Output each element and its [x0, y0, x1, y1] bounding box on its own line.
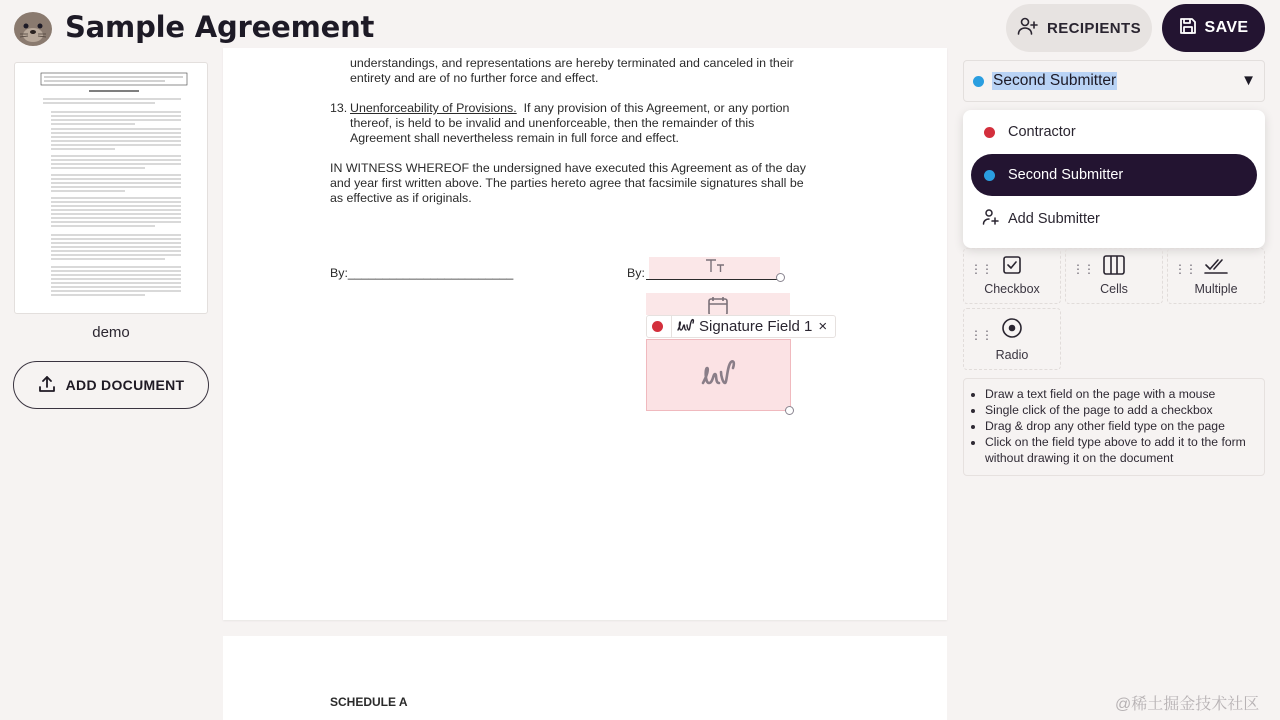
tip-item: • Drag & drop any other field type on the page — [985, 418, 1256, 434]
signature-field-label[interactable]: Signature Field 1 — [699, 318, 813, 335]
radio-icon — [1001, 317, 1023, 342]
field-type-label: Checkbox — [984, 282, 1040, 296]
submitter-select[interactable] — [963, 60, 1265, 102]
drag-handle-icon[interactable]: ⋮⋮ — [970, 328, 992, 342]
contractor-color-dot — [984, 127, 995, 138]
witness-line-2: and year first written above. The parties hereto agree that facsimile signatures shall be — [330, 176, 804, 190]
signature-line-right: By: — [627, 266, 645, 280]
signature-icon — [701, 357, 737, 394]
menu-item-add-submitter[interactable] — [971, 198, 1257, 240]
clause-13-number: 13. — [330, 101, 348, 115]
field-type-radio[interactable] — [963, 308, 1061, 370]
menu-item-contractor[interactable] — [971, 111, 1257, 153]
field-type-multiple[interactable] — [1167, 248, 1265, 304]
signature-field-tag[interactable] — [646, 315, 836, 338]
text-type-icon — [705, 258, 725, 279]
menu-item-label: Add Submitter — [1008, 211, 1100, 227]
witness-line-3: as effective as if originals. — [330, 191, 472, 205]
menu-item-label: Second Submitter — [1008, 167, 1124, 183]
drag-handle-icon[interactable]: ⋮⋮ — [1072, 262, 1094, 276]
multiple-icon — [1204, 257, 1228, 278]
checkbox-icon — [1002, 255, 1022, 278]
users-plus-icon — [1017, 16, 1039, 40]
field-type-label: Cells — [1100, 282, 1128, 296]
clause-13-line-1: If any provision of this Agreement, or any portion — [523, 101, 790, 115]
cells-icon — [1103, 255, 1125, 278]
tip-item: • Click on the field type above to add it to the form without drawing it on the document — [985, 434, 1256, 466]
field-type-cells[interactable] — [1065, 248, 1163, 304]
second-submitter-color-dot — [984, 170, 995, 181]
chevron-down-icon[interactable]: ▼ — [1241, 72, 1256, 89]
tip-item: • Single click of the page to add a checkbox — [985, 402, 1256, 418]
text-field-resize-handle[interactable] — [776, 273, 785, 282]
submitter-select-value[interactable]: Second Submitter — [993, 72, 1117, 89]
witness-line-1: IN WITNESS WHEREOF the undersigned have executed this Agreement as of the day — [330, 161, 806, 175]
signature-field[interactable] — [646, 339, 791, 411]
document-thumbnail[interactable] — [14, 62, 208, 314]
recipients-label: RECIPIENTS — [1046, 19, 1141, 37]
remove-field-icon[interactable]: × — [818, 318, 828, 335]
save-button[interactable] — [1162, 4, 1265, 52]
submitter-menu — [963, 110, 1265, 248]
signature-line-rule — [646, 279, 781, 280]
signature-type-icon — [677, 317, 695, 337]
drag-handle-icon[interactable]: ⋮⋮ — [970, 262, 992, 276]
submitter-color-dot — [652, 321, 663, 332]
user-plus-icon — [982, 208, 1000, 230]
text-field[interactable] — [649, 257, 780, 279]
document-page[interactable] — [223, 48, 947, 620]
clause-13-title: Unenforceability of Provisions. — [350, 101, 517, 115]
clause-12-line-1: understandings, and representations are hereby terminated and canceled in their — [350, 56, 794, 70]
submitter-color-dot — [973, 76, 984, 87]
field-tips — [963, 378, 1265, 476]
recipients-button[interactable] — [1006, 4, 1152, 52]
clause-13-line-3: Agreement shall nevertheless remain in full force and effect. — [350, 131, 679, 145]
signature-field-resize-handle[interactable] — [785, 406, 794, 415]
signature-line-left: By:________________________ — [330, 266, 514, 280]
field-type-checkbox[interactable] — [963, 248, 1061, 304]
add-document-label: ADD DOCUMENT — [65, 377, 185, 393]
upload-icon — [38, 375, 56, 396]
field-type-label: Multiple — [1194, 282, 1238, 296]
tip-item: • Draw a text field on the page with a mouse — [985, 386, 1256, 402]
clause-13-line-2: thereof, is held to be invalid and unenforceable, then the remainder of this — [350, 116, 755, 130]
page-title: Sample Agreement — [65, 10, 375, 44]
menu-item-second-submitter[interactable] — [971, 154, 1257, 196]
save-icon — [1179, 17, 1197, 40]
drag-handle-icon[interactable]: ⋮⋮ — [1174, 262, 1196, 276]
document-name: demo — [92, 324, 130, 341]
app-logo — [12, 8, 54, 48]
schedule-heading: SCHEDULE A — [330, 695, 408, 709]
date-field[interactable] — [646, 293, 790, 315]
clause-12-line-2: entirety and are of no further force and effect. — [350, 71, 599, 85]
add-document-button[interactable] — [13, 361, 209, 409]
field-type-label: Radio — [995, 348, 1029, 362]
document-page-2[interactable] — [223, 636, 947, 720]
watermark: @稀土掘金技术社区 — [1115, 696, 1260, 713]
save-label: SAVE — [1204, 19, 1249, 36]
menu-item-label: Contractor — [1008, 124, 1076, 140]
